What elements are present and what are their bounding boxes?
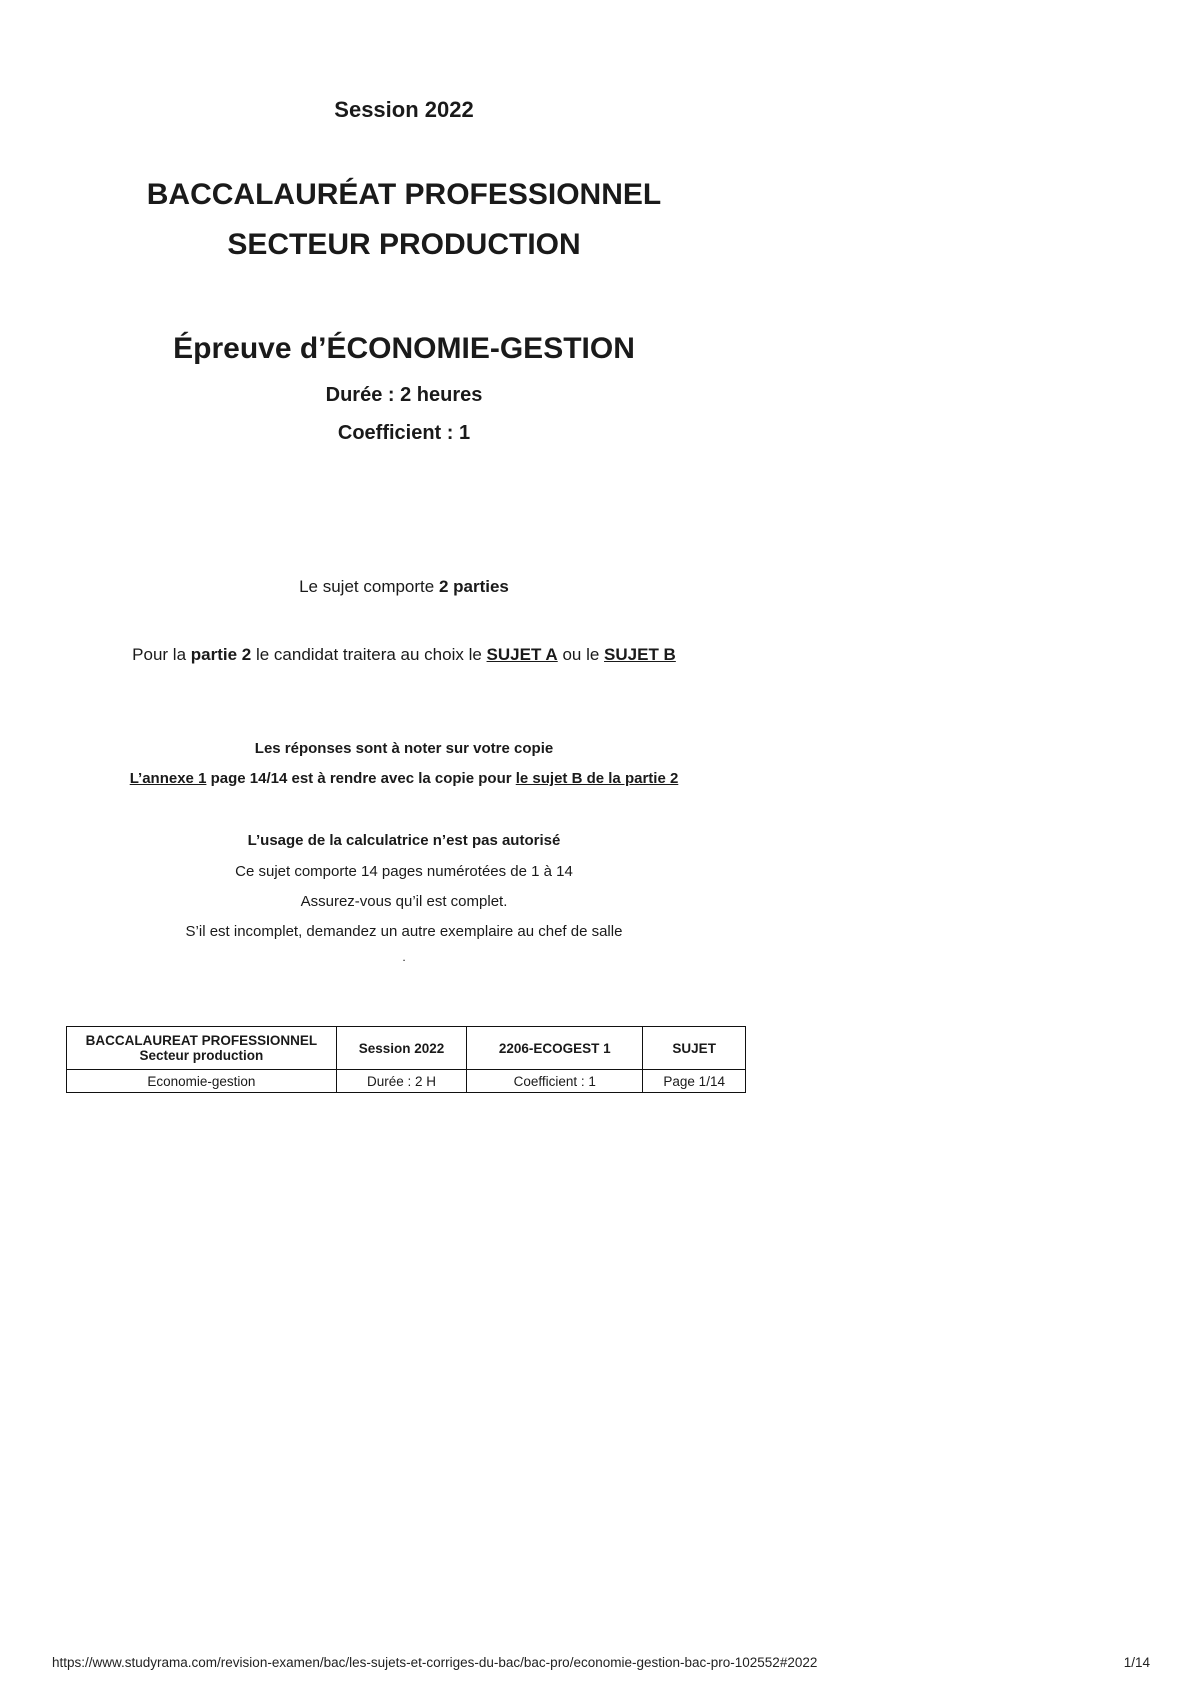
annexe-target: le sujet B de la partie 2 (515, 770, 679, 787)
exam-title-line1: BACCALAURÉAT PROFESSIONNEL (146, 178, 662, 211)
intro-parts-count: 2 parties (438, 577, 509, 596)
sujet-b-label: SUJET B (604, 645, 676, 664)
duration-cell: Durée : 2 H (336, 1070, 466, 1093)
choice-or: ou le (557, 645, 605, 664)
page-cell: Page 1/14 (643, 1070, 746, 1093)
exam-title-cell-sub: Secteur production (139, 1048, 264, 1063)
choice-line (0, 645, 808, 665)
session-cell: Session 2022 (336, 1027, 466, 1070)
calculator-rule: L’usage de la calculatrice n’est pas autorisé (247, 832, 561, 849)
responses-note: Les réponses sont à noter sur votre copie (254, 740, 554, 757)
check-complete: Assurez-vous qu’il est complet. (300, 893, 508, 910)
table-row (67, 1027, 746, 1070)
annexe-middle: page 14/14 est à rendre avec la copie pour (206, 770, 516, 787)
annexe-link: L’annexe 1 (129, 770, 207, 787)
dot-mark: . (402, 950, 406, 964)
sujet-a-label: SUJET A (486, 645, 558, 664)
choice-prefix: Pour la (132, 645, 191, 664)
if-incomplete: S’il est incomplet, demandez un autre exemplaire au chef de salle (185, 923, 623, 940)
exam-title-cell-main: BACCALAUREAT PROFESSIONNEL (85, 1033, 318, 1048)
source-url: https://www.studyrama.com/revision-examen/bac/les-sujets-et-corriges-du-bac/bac-pro/economie-gestion-bac-pro-102552#2022 (52, 1655, 818, 1670)
coefficient-cell: Coefficient : 1 (467, 1070, 643, 1093)
coefficient-label: Coefficient : 1 (337, 422, 471, 444)
page-indicator: 1/14 (1123, 1655, 1150, 1670)
choice-middle: le candidat traitera au choix le (251, 645, 487, 664)
session-label: Session 2022 (334, 97, 474, 122)
table-row (67, 1070, 746, 1093)
type-cell: SUJET (643, 1027, 746, 1070)
code-cell: 2206-ECOGEST 1 (467, 1027, 643, 1070)
exam-title-line2: SECTEUR PRODUCTION (227, 228, 581, 261)
subject-cell: Economie-gestion (67, 1070, 337, 1093)
duration-label: Durée : 2 heures (325, 384, 483, 406)
intro-parts-line (0, 577, 808, 597)
exam-title-cell (67, 1027, 337, 1070)
pages-info: Ce sujet comporte 14 pages numérotées de 1 à 14 (235, 863, 573, 880)
intro-prefix: Le sujet comporte (299, 577, 439, 596)
annexe-line (0, 770, 808, 787)
exam-info-table (66, 1026, 746, 1093)
choice-part: partie 2 (190, 645, 252, 664)
epreuve-title: Épreuve d’ÉCONOMIE-GESTION (173, 332, 635, 365)
